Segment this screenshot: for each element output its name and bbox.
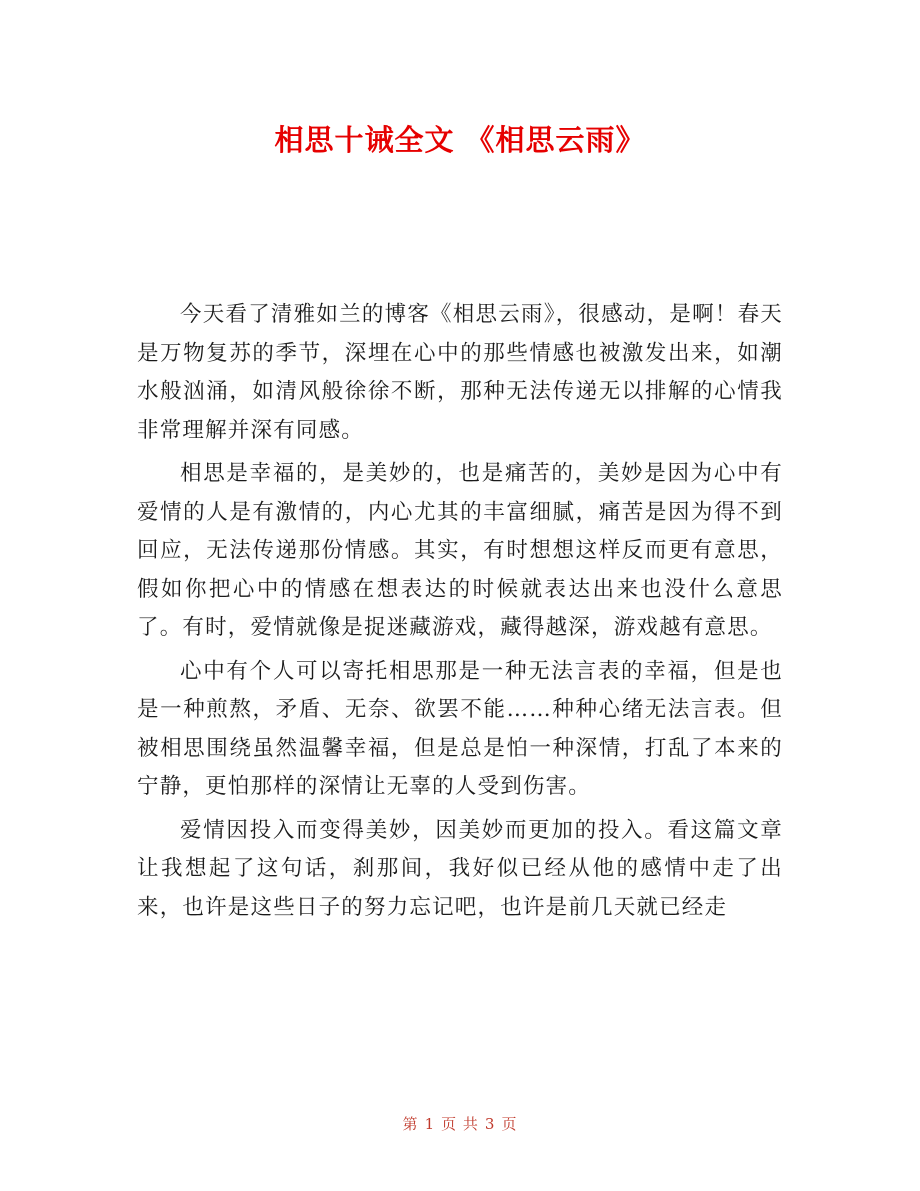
document-body <box>137 296 783 932</box>
footer-suffix: 页 <box>501 1115 518 1133</box>
paragraph-2: 相思是幸福的，是美妙的，也是痛苦的，美妙是因为心中有爱情的人是有激情的，内心尤其的丰富细腻，痛苦是因为得不到回应，无法传递那份情感。其实，有时想想这样反而更有意思，假如你把心中的情感在想表达的时候就表达出来也没什么意思了。有时，爱情就像是捉迷藏游戏，藏得越深，游戏越有意思。 <box>137 461 783 640</box>
footer-page-number: 1 <box>424 1115 436 1133</box>
footer-middle: 页 共 <box>441 1115 479 1133</box>
footer-prefix: 第 <box>402 1115 419 1133</box>
page-footer <box>0 1113 920 1134</box>
paragraph-3: 心中有个人可以寄托相思那是一种无法言表的幸福，但是也是一种煎熬，矛盾、无奈、欲罢不能……种种心绪无法言表。但被相思围绕虽然温馨幸福，但是总是怕一种深情，打乱了本来的宁静，更怕那样的深情让无辜的人受到伤害。 <box>137 658 783 799</box>
document-title: 相思十诫全文 《相思云雨》 <box>274 123 646 157</box>
footer-total-pages: 3 <box>484 1115 496 1133</box>
paragraph-1: 今天看了清雅如兰的博客《相思云雨》，很感动，是啊！春天是万物复苏的季节，深埋在心中的那些情感也被激发出来，如潮水般汹涌，如清风般徐徐不断，那种无法传递无以排解的心情我非常理解并深有同感。 <box>137 302 783 443</box>
paragraph-4: 爱情因投入而变得美妙，因美妙而更加的投入。看这篇文章让我想起了这句话，刹那间，我好似已经从他的感情中走了出来，也许是这些日子的努力忘记吧，也许是前几天就已经走 <box>137 817 783 920</box>
